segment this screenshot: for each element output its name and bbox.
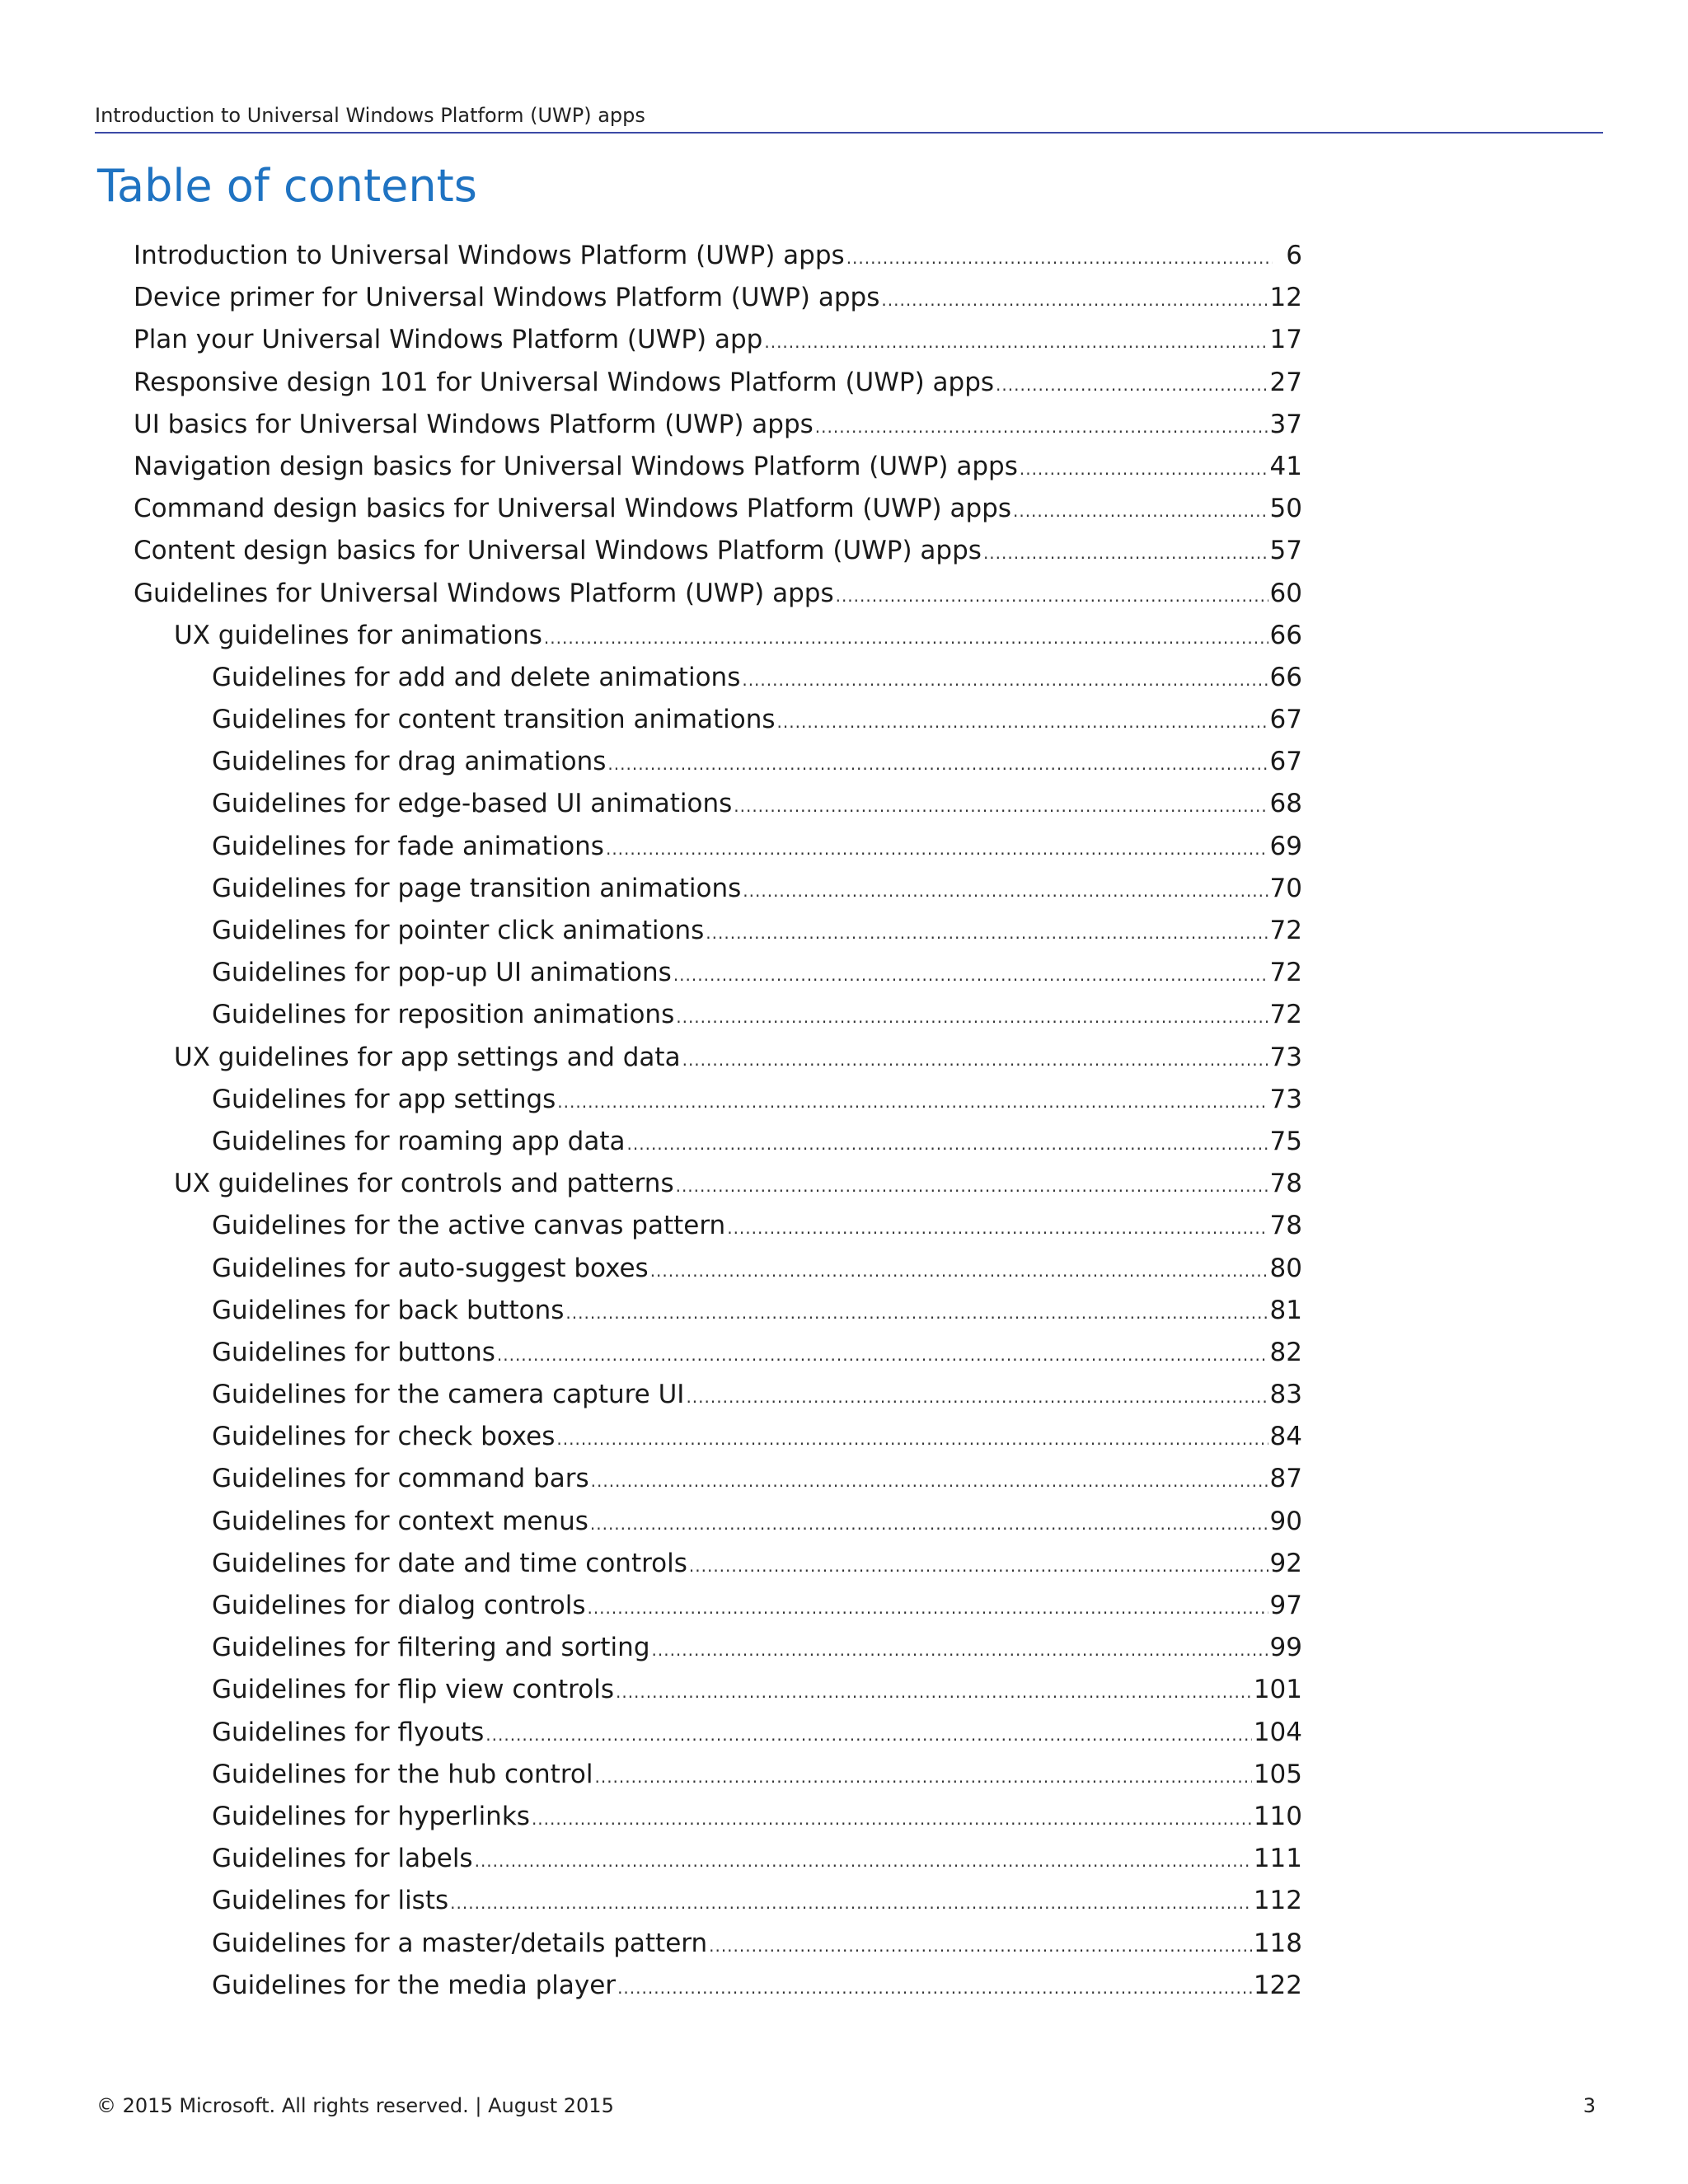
toc-entry-page: 66	[1269, 620, 1302, 650]
toc-entry[interactable]	[0, 615, 1302, 657]
toc-entry[interactable]	[0, 1121, 1302, 1163]
toc-entry-label: Guidelines for check boxes	[212, 1422, 556, 1452]
toc-entry[interactable]	[0, 868, 1302, 910]
toc-entry-label: Guidelines for date and time controls	[212, 1548, 687, 1578]
toc-entry[interactable]	[0, 488, 1302, 530]
toc-entry-page: 67	[1269, 747, 1302, 777]
toc-dot-leader	[590, 1503, 1268, 1545]
toc-dot-leader	[686, 1376, 1268, 1418]
toc-dot-leader	[616, 1671, 1252, 1713]
toc-entry-label: Guidelines for context menus	[212, 1506, 588, 1536]
toc-entry-label: Guidelines for dialog controls	[212, 1591, 586, 1620]
toc-entry-label: Guidelines for the camera capture UI	[212, 1380, 685, 1410]
toc-entry-label: Guidelines for flyouts	[212, 1717, 485, 1747]
toc-dot-leader	[606, 828, 1268, 870]
toc-entry-label: UX guidelines for app settings and data	[174, 1042, 681, 1072]
toc-entry[interactable]	[0, 1205, 1302, 1247]
toc-entry[interactable]	[0, 1585, 1302, 1627]
running-header: Introduction to Universal Windows Platform (UWP) apps	[95, 101, 1603, 134]
toc-entry-page: 99	[1269, 1633, 1302, 1663]
toc-entry[interactable]	[0, 910, 1302, 952]
toc-entry-label: Navigation design basics for Universal Windows Platform (UWP) apps	[134, 451, 1018, 481]
toc-entry-page: 92	[1269, 1548, 1302, 1578]
toc-entry[interactable]	[0, 1332, 1302, 1374]
toc-entry[interactable]	[0, 1838, 1302, 1880]
toc-entry-page: 73	[1269, 1084, 1302, 1114]
footer-copyright: © 2015 Microsoft. All rights reserved. | August 2015	[96, 2094, 614, 2117]
toc-entry[interactable]	[0, 1416, 1302, 1458]
toc-dot-leader	[743, 870, 1268, 912]
toc-entry[interactable]	[0, 1079, 1302, 1121]
toc-entry-page: 60	[1269, 578, 1302, 608]
toc-dot-leader	[706, 912, 1268, 954]
toc-entry-label: Guidelines for command bars	[212, 1464, 589, 1494]
toc-entry-page: 68	[1269, 789, 1302, 819]
toc-entry-label: UI basics for Universal Windows Platform (UWP) apps	[134, 409, 814, 439]
page-title: Table of contents	[97, 160, 477, 212]
toc-entry-label: Guidelines for labels	[212, 1844, 473, 1874]
toc-entry-label: Responsive design 101 for Universal Windows Platform (UWP) apps	[134, 367, 995, 397]
toc-entry[interactable]	[0, 1880, 1302, 1922]
toc-entry-label: Command design basics for Universal Windows Platform (UWP) apps	[134, 494, 1011, 524]
toc-dot-leader	[777, 701, 1268, 743]
toc-entry-label: Guidelines for flip view controls	[212, 1675, 614, 1705]
toc-entry-page: 112	[1253, 1886, 1302, 1916]
toc-entry-page: 73	[1269, 1042, 1302, 1072]
toc-entry-page: 104	[1253, 1717, 1302, 1747]
toc-entry[interactable]	[0, 1627, 1302, 1669]
toc-entry-label: Guidelines for the hub control	[212, 1759, 593, 1789]
toc-entry[interactable]	[0, 1796, 1302, 1838]
toc-entry-page: 66	[1269, 662, 1302, 692]
toc-entry-page: 57	[1269, 536, 1302, 566]
toc-entry-page: 50	[1269, 494, 1302, 524]
toc-entry-label: Guidelines for pop-up UI animations	[212, 958, 672, 988]
toc-entry[interactable]	[0, 1501, 1302, 1543]
toc-entry-page: 84	[1269, 1422, 1302, 1452]
toc-entry[interactable]	[0, 404, 1302, 446]
toc-entry-page: 105	[1253, 1759, 1302, 1789]
toc-entry-page: 70	[1269, 873, 1302, 903]
toc-dot-leader	[607, 743, 1268, 785]
toc-entry[interactable]	[0, 277, 1302, 319]
toc-dot-leader	[587, 1587, 1268, 1629]
toc-entry-page: 72	[1269, 1000, 1302, 1030]
toc-entry-page: 122	[1253, 1970, 1302, 2000]
toc-dot-leader	[532, 1798, 1252, 1840]
toc-dot-leader	[485, 1714, 1252, 1756]
toc-entry[interactable]	[0, 1965, 1302, 2007]
toc-dot-leader	[450, 1882, 1252, 1924]
toc-entry-label: Content design basics for Universal Windows Platform (UWP) apps	[134, 536, 982, 566]
toc-entry[interactable]	[0, 826, 1302, 868]
toc-entry[interactable]	[0, 1290, 1302, 1332]
toc-entry[interactable]	[0, 1037, 1302, 1079]
toc-entry[interactable]	[0, 1543, 1302, 1585]
toc-entry-page: 97	[1269, 1591, 1302, 1620]
toc-dot-leader	[881, 279, 1268, 321]
toc-entry-page: 101	[1253, 1675, 1302, 1705]
toc-entry-page: 72	[1269, 916, 1302, 945]
toc-entry-label: Guidelines for the active canvas pattern	[212, 1211, 726, 1241]
toc-entry-page: 90	[1269, 1506, 1302, 1536]
toc-entry[interactable]	[0, 573, 1302, 615]
toc-entry-page: 67	[1269, 705, 1302, 735]
toc-dot-leader	[734, 785, 1268, 827]
toc-entry-label: Guidelines for edge-based UI animations	[212, 789, 733, 819]
toc-entry-label: Guidelines for drag animations	[212, 747, 607, 777]
toc-entry-page: 41	[1269, 451, 1302, 481]
toc-entry-page: 111	[1253, 1844, 1302, 1874]
toc-entry-page: 27	[1269, 367, 1302, 397]
toc-entry[interactable]	[0, 699, 1302, 741]
toc-dot-leader	[475, 1840, 1252, 1882]
toc-entry-page: 75	[1269, 1126, 1302, 1156]
toc-entry-label: Guidelines for back buttons	[212, 1295, 565, 1325]
toc-dot-leader	[1013, 490, 1268, 532]
toc-entry-page: 6	[1286, 241, 1302, 270]
toc-dot-leader	[556, 1418, 1268, 1460]
toc-entry-label: Guidelines for reposition animations	[212, 1000, 675, 1030]
toc-entry-page: 87	[1269, 1464, 1302, 1494]
toc-entry[interactable]	[0, 1248, 1302, 1290]
toc-entry-page: 72	[1269, 958, 1302, 988]
toc-dot-leader	[627, 1123, 1268, 1165]
toc-entry-page: 69	[1269, 831, 1302, 861]
toc-entry-label: Guidelines for page transition animations	[212, 873, 742, 903]
toc-entry-label: Guidelines for auto-suggest boxes	[212, 1253, 649, 1283]
toc-dot-leader	[557, 1081, 1268, 1123]
toc-entry[interactable]	[0, 1458, 1302, 1500]
toc-dot-leader	[676, 1165, 1268, 1207]
toc-entry-label: Plan your Universal Windows Platform (UWP) app	[134, 325, 763, 355]
toc-dot-leader	[594, 1756, 1251, 1798]
toc-entry-label: Guidelines for a master/details pattern	[212, 1928, 708, 1958]
toc-dot-leader	[815, 406, 1268, 448]
toc-entry[interactable]	[0, 657, 1302, 699]
toc-entry-label: Guidelines for pointer click animations	[212, 916, 705, 945]
toc-dot-leader	[1020, 448, 1268, 490]
toc-entry[interactable]	[0, 741, 1302, 783]
toc-entry[interactable]	[0, 783, 1302, 825]
toc-dot-leader	[983, 532, 1268, 574]
toc-entry[interactable]	[0, 1163, 1302, 1205]
toc-entry-label: Guidelines for content transition animations	[212, 705, 776, 735]
footer-page-number: 3	[1582, 2094, 1596, 2117]
toc-entry-label: Guidelines for fade animations	[212, 831, 604, 861]
toc-entry-page: 78	[1269, 1169, 1302, 1199]
toc-entry[interactable]	[0, 994, 1302, 1036]
toc-entry-label: UX guidelines for animations	[174, 620, 542, 650]
toc-dot-leader	[996, 364, 1268, 406]
toc-list	[0, 235, 1302, 2007]
toc-dot-leader	[846, 237, 1273, 279]
toc-entry-label: Guidelines for the media player	[212, 1970, 617, 2000]
toc-entry[interactable]	[0, 1374, 1302, 1416]
toc-dot-leader	[652, 1629, 1268, 1671]
toc-dot-leader	[727, 1207, 1268, 1249]
toc-dot-leader	[497, 1334, 1268, 1376]
toc-entry-page: 12	[1269, 283, 1302, 313]
toc-entry-label: Guidelines for filtering and sorting	[212, 1633, 650, 1663]
toc-entry[interactable]	[0, 530, 1302, 572]
toc-entry[interactable]	[0, 235, 1302, 277]
toc-entry-page: 81	[1269, 1295, 1302, 1325]
toc-entry-label: Guidelines for roaming app data	[212, 1126, 626, 1156]
toc-entry-label: UX guidelines for controls and patterns	[174, 1169, 674, 1199]
toc-dot-leader	[742, 659, 1268, 701]
toc-dot-leader	[544, 617, 1268, 659]
toc-dot-leader	[709, 1925, 1252, 1967]
toc-entry-label: Guidelines for hyperlinks	[212, 1801, 530, 1831]
toc-entry[interactable]	[0, 319, 1302, 361]
toc-entry-page: 118	[1253, 1928, 1302, 1958]
toc-dot-leader	[682, 1039, 1268, 1081]
toc-entry-page: 80	[1269, 1253, 1302, 1283]
toc-dot-leader	[676, 996, 1268, 1038]
toc-entry-page: 83	[1269, 1380, 1302, 1410]
toc-dot-leader	[617, 1967, 1252, 2009]
toc-entry-label: Guidelines for buttons	[212, 1337, 495, 1367]
toc-entry-label: Introduction to Universal Windows Platform (UWP) apps	[134, 241, 845, 270]
toc-entry[interactable]	[0, 952, 1302, 994]
toc-entry-label: Guidelines for lists	[212, 1886, 449, 1916]
toc-entry[interactable]	[0, 362, 1302, 404]
toc-entry-page: 110	[1253, 1801, 1302, 1831]
toc-entry-page: 17	[1269, 325, 1302, 355]
toc-dot-leader	[591, 1460, 1268, 1502]
toc-entry-page: 78	[1269, 1211, 1302, 1241]
toc-dot-leader	[565, 1292, 1268, 1334]
toc-entry-label: Device primer for Universal Windows Platform (UWP) apps	[134, 283, 880, 313]
toc-entry[interactable]	[0, 446, 1302, 488]
toc-entry[interactable]	[0, 1712, 1302, 1754]
toc-entry-label: Guidelines for add and delete animations	[212, 662, 741, 692]
toc-entry-page: 82	[1269, 1337, 1302, 1367]
toc-entry[interactable]	[0, 1923, 1302, 1965]
toc-entry[interactable]	[0, 1754, 1302, 1796]
toc-dot-leader	[673, 954, 1268, 996]
toc-entry-label: Guidelines for Universal Windows Platform (UWP) apps	[134, 578, 834, 608]
toc-dot-leader	[689, 1545, 1268, 1587]
toc-dot-leader	[650, 1250, 1268, 1292]
toc-entry-page: 37	[1269, 409, 1302, 439]
toc-dot-leader	[764, 321, 1268, 363]
toc-entry[interactable]	[0, 1669, 1302, 1711]
toc-dot-leader	[836, 575, 1268, 617]
toc-entry-label: Guidelines for app settings	[212, 1084, 556, 1114]
